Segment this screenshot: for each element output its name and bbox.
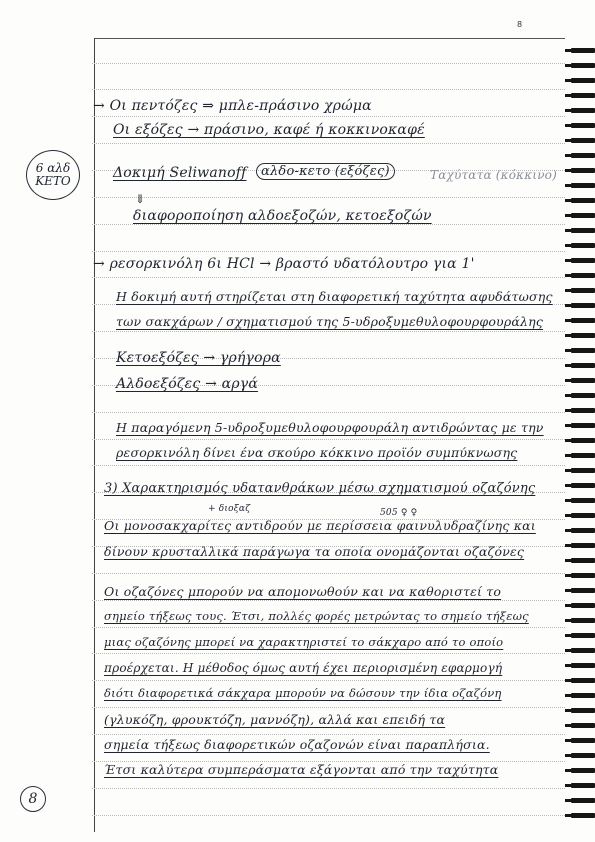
side-note-line-2: ΚΕΤΟ	[35, 174, 71, 188]
ruled-line	[92, 815, 565, 816]
spiral-ring-tab	[565, 634, 571, 637]
spiral-ring-tab	[565, 64, 571, 67]
ruled-line	[92, 439, 565, 440]
spiral-ring-tab	[565, 334, 571, 337]
spiral-ring	[571, 198, 595, 203]
note-line: ρεσορκινόλη δίνει ένα σκούρο κόκκινο προϊόν συμπύκνωσης	[116, 445, 518, 460]
note-line-test-name: Δοκιμή Seliwanoff	[113, 165, 247, 181]
note-line: Οι εξόζες → πράσινο, καφέ ή κοκκινοκαφέ	[113, 122, 425, 138]
spiral-ring-tab	[565, 214, 571, 217]
spiral-ring-tab	[565, 469, 571, 472]
ruled-line	[92, 788, 565, 789]
spiral-ring-tab	[565, 724, 571, 727]
top-rule	[94, 38, 565, 39]
note-line: Έτσι καλύτερα συμπεράσματα εξάγονται από την ταχύτητα	[104, 762, 499, 777]
spiral-ring-tab	[565, 364, 571, 367]
spiral-ring-tab	[565, 784, 571, 787]
spiral-ring	[571, 483, 595, 488]
spiral-ring	[571, 783, 595, 788]
ruled-line	[92, 600, 565, 601]
ruled-line	[92, 707, 565, 708]
ruled-line	[92, 251, 565, 252]
spiral-ring	[571, 63, 595, 68]
spiral-ring-tab	[565, 124, 571, 127]
spiral-ring-tab	[565, 529, 571, 532]
spiral-ring	[571, 798, 595, 803]
spiral-ring	[571, 363, 595, 368]
spiral-ring	[571, 228, 595, 233]
ruled-line	[92, 304, 565, 305]
spiral-ring-tab	[565, 109, 571, 112]
spiral-ring-tab	[565, 199, 571, 202]
spiral-ring-tab	[565, 379, 571, 382]
ruled-line	[92, 277, 565, 278]
note-line: → ρεσορκινόλη 6ι HCl → βραστό υδατόλουτρο για 1'	[93, 256, 475, 272]
spiral-ring	[571, 648, 595, 653]
side-note-line-1: 6 αλδ	[35, 161, 71, 175]
spiral-ring-tab	[565, 259, 571, 262]
spiral-ring	[571, 663, 595, 668]
spiral-ring-tab	[565, 79, 571, 82]
note-line: (γλυκόζη, φρουκτόζη, μαννόζη), αλλά και επειδή τα	[104, 712, 446, 727]
note-line: Οι μονοσακχαρίτες αντιδρούν με περίσσεια φαινυλυδραζίνης και	[104, 518, 536, 533]
note-line-circled: αλδο-κετο (εξόζες)	[256, 163, 395, 180]
ruled-line	[92, 89, 565, 90]
spiral-ring-tab	[565, 814, 571, 817]
spiral-ring	[571, 378, 595, 383]
spiral-ring-tab	[565, 664, 571, 667]
note-line: Οι οζαζόνες μπορούν να απομονωθούν και να καθοριστεί το	[104, 584, 502, 599]
note-line-faint: Ταχύτατα (κόκκινο)	[430, 168, 557, 182]
spiral-ring-tab	[565, 304, 571, 307]
spiral-ring	[571, 543, 595, 548]
spiral-ring-tab	[565, 514, 571, 517]
spiral-ring	[571, 408, 595, 413]
spiral-ring-tab	[565, 394, 571, 397]
spiral-ring	[571, 633, 595, 638]
spiral-ring	[571, 153, 595, 158]
spiral-ring	[571, 123, 595, 128]
spiral-ring-tab	[565, 499, 571, 502]
note-line: προέρχεται. Η μέθοδος όμως αυτή έχει περιορισμένη εφαρμογή	[104, 661, 503, 675]
spiral-ring	[571, 738, 595, 743]
ruled-line	[92, 412, 565, 413]
spiral-ring	[571, 813, 595, 818]
spiral-ring	[571, 168, 595, 173]
ruled-line	[92, 465, 565, 466]
spiral-ring	[571, 603, 595, 608]
note-line: σημεία τήξεως διαφορετικών οζαζονών είναι παραπλήσια.	[104, 737, 490, 752]
spiral-ring	[571, 393, 595, 398]
spiral-ring-tab	[565, 409, 571, 412]
spiral-ring-tab	[565, 49, 571, 52]
spiral-ring-tab	[565, 274, 571, 277]
spiral-ring-tab	[565, 619, 571, 622]
spiral-ring-tab	[565, 754, 571, 757]
spiral-ring	[571, 288, 595, 293]
spiral-ring	[571, 183, 595, 188]
note-line: μιας οζαζόνης μπορεί να χαρακτηριστεί το σάκχαρο από το οποίο	[104, 635, 504, 649]
note-line: διότι διαφορετικά σάκχαρα μπορούν να δώσουν την ίδια οζαζόνη	[104, 686, 502, 700]
page-number-circled: 8	[28, 791, 38, 807]
ruled-line	[92, 734, 565, 735]
side-note-circle	[26, 150, 80, 200]
spiral-ring	[571, 753, 595, 758]
note-line: Κετοεξόζες → γρήγορα	[116, 350, 281, 366]
spiral-ring	[571, 243, 595, 248]
spiral-ring	[571, 213, 595, 218]
spiral-ring-tab	[565, 94, 571, 97]
spiral-ring	[571, 693, 595, 698]
note-line-heading: 3) Χαρακτηρισμός υδατανθράκων μέσω σχηματισμού οζαζόνης	[104, 481, 536, 496]
spiral-ring	[571, 108, 595, 113]
spiral-ring-tab	[565, 184, 571, 187]
spiral-ring	[571, 618, 595, 623]
spiral-ring	[571, 588, 595, 593]
note-line-annotation: 505 ♀ ♀	[380, 508, 418, 518]
spiral-ring-tab	[565, 604, 571, 607]
spiral-ring-tab	[565, 544, 571, 547]
spiral-ring	[571, 708, 595, 713]
spiral-ring-tab	[565, 139, 571, 142]
ruled-line	[92, 653, 565, 654]
spiral-ring	[571, 498, 595, 503]
note-line: Η παραγόμενη 5-υδροξυμεθυλοφουρφουράλη αντιδρώντας με την	[116, 420, 544, 435]
spiral-ring	[571, 48, 595, 53]
spiral-ring	[571, 138, 595, 143]
margin-line	[94, 38, 95, 832]
page-number-circle	[20, 786, 46, 812]
spiral-ring-tab	[565, 769, 571, 772]
ruled-line	[92, 143, 565, 144]
spiral-ring	[571, 303, 595, 308]
ruled-line	[92, 116, 565, 117]
spiral-ring	[571, 258, 595, 263]
note-line: διαφοροποίηση αλδοεξοζών, κετοεξοζών	[133, 208, 432, 224]
spiral-ring-tab	[565, 559, 571, 562]
note-line: Αλδοεξόζες → αργά	[116, 376, 258, 392]
note-line: σημείο τήξεως τους. Έτσι, πολλές φορές μετρώντας το σημείο τήξεως	[104, 609, 529, 623]
spiral-ring-tab	[565, 229, 571, 232]
spiral-ring-tab	[565, 319, 571, 322]
spiral-ring	[571, 93, 595, 98]
spiral-ring-tab	[565, 154, 571, 157]
spiral-ring-tab	[565, 589, 571, 592]
spiral-ring-tab	[565, 454, 571, 457]
spiral-ring-tab	[565, 244, 571, 247]
spiral-ring	[571, 768, 595, 773]
arrow-down-icon: ⇓	[135, 192, 146, 206]
spiral-ring-tab	[565, 739, 571, 742]
ruled-line	[92, 680, 565, 681]
spiral-ring	[571, 423, 595, 428]
spiral-ring-tab	[565, 289, 571, 292]
spiral-ring-tab	[565, 439, 571, 442]
spiral-ring-tab	[565, 694, 571, 697]
spiral-ring-tab	[565, 349, 571, 352]
spiral-ring	[571, 78, 595, 83]
note-line-annotation: + διοξαζ	[208, 504, 251, 514]
spiral-ring	[571, 273, 595, 278]
spiral-ring	[571, 723, 595, 728]
spiral-ring	[571, 348, 595, 353]
ruled-line	[92, 224, 565, 225]
spiral-ring-tab	[565, 484, 571, 487]
spiral-ring	[571, 438, 595, 443]
ruled-line	[92, 331, 565, 332]
ruled-line	[92, 197, 565, 198]
spiral-ring	[571, 318, 595, 323]
spiral-ring-tab	[565, 709, 571, 712]
spiral-ring-tab	[565, 169, 571, 172]
note-line: δίνουν κρυσταλλικά παράγωγα τα οποία ονομάζονται οζαζόνες	[104, 544, 525, 559]
spiral-ring-tab	[565, 679, 571, 682]
spiral-ring	[571, 573, 595, 578]
note-line: των σακχάρων / σχηματισμού της 5-υδροξυμεθυλοφουρφουράλης	[116, 314, 544, 329]
spiral-ring	[571, 528, 595, 533]
note-line: Η δοκιμή αυτή στηρίζεται στη διαφορετική ταχύτητα αφυδάτωσης	[116, 289, 553, 304]
page-number-top: 8	[517, 20, 523, 29]
ruled-line	[92, 63, 565, 64]
spiral-ring-tab	[565, 424, 571, 427]
spiral-ring	[571, 678, 595, 683]
ruled-line	[92, 627, 565, 628]
spiral-ring-tab	[565, 649, 571, 652]
ruled-line	[92, 573, 565, 574]
note-line: → Οι πεντόζες ⇒ μπλε-πράσινο χρώμα	[93, 98, 372, 114]
spiral-ring	[571, 468, 595, 473]
spiral-ring	[571, 558, 595, 563]
spiral-ring	[571, 453, 595, 458]
spiral-binding	[565, 48, 595, 838]
spiral-ring-tab	[565, 799, 571, 802]
spiral-ring	[571, 513, 595, 518]
spiral-ring-tab	[565, 574, 571, 577]
spiral-ring	[571, 333, 595, 338]
